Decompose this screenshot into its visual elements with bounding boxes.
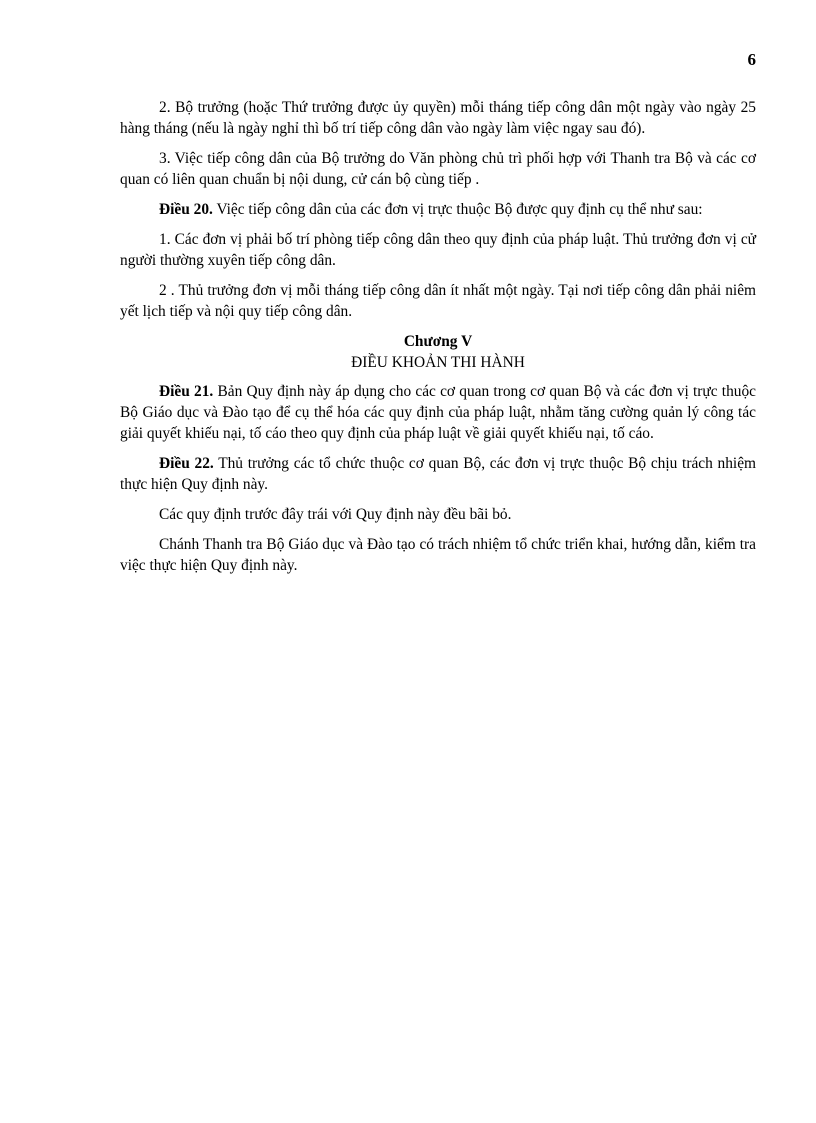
page-number: 6 [747, 50, 756, 69]
article-22-label: Điều 22. [159, 455, 214, 472]
paragraph-minister-schedule: 2. Bộ trưởng (hoặc Thứ trưởng được ủy quyền) mỗi tháng tiếp công dân một ngày vào ngày 25 hàng tháng (nếu là ngày nghỉ thì bố trí tiếp công dân vào ngày làm việc ngay sau đó). [120, 99, 756, 137]
article-21 [120, 381, 756, 444]
chapter-number: Chương V [403, 333, 473, 350]
paragraph-minister-preparation: 3. Việc tiếp công dân của Bộ trưởng do Văn phòng chủ trì phối hợp với Thanh tra Bộ và các cơ quan có liên quan chuẩn bị nội dung, cử cán bộ cùng tiếp . [120, 150, 756, 188]
article-20-item-1: 1. Các đơn vị phải bố trí phòng tiếp công dân theo quy định của pháp luật. Thủ trưởng đơn vị cử người thường xuyên tiếp công dân. [120, 231, 756, 269]
article-20-item-2: 2 . Thủ trưởng đơn vị mỗi tháng tiếp công dân ít nhất một ngày. Tại nơi tiếp công dân phải niêm yết lịch tiếp và nội quy tiếp công dân. [120, 282, 756, 320]
document-body [120, 97, 756, 585]
article-22-repeal: Các quy định trước đây trái với Quy định này đều bãi bỏ. [159, 506, 512, 523]
article-22-inspection: Chánh Thanh tra Bộ Giáo dục và Đào tạo có trách nhiệm tổ chức triển khai, hướng dẫn, kiểm tra việc thực hiện Quy định này. [120, 536, 756, 574]
article-21-label: Điều 21. [159, 383, 214, 400]
article-22 [120, 453, 756, 495]
chapter-title: ĐIỀU KHOẢN THI HÀNH [351, 354, 525, 371]
article-22-text: Thủ trưởng các tổ chức thuộc cơ quan Bộ, các đơn vị trực thuộc Bộ chịu trách nhiệm thực hiện Quy định này. [120, 455, 756, 493]
article-20-text: Việc tiếp công dân của các đơn vị trực thuộc Bộ được quy định cụ thể như sau: [212, 201, 703, 218]
article-20 [120, 199, 756, 220]
article-20-label: Điều 20. [159, 201, 213, 218]
article-21-text: Bản Quy định này áp dụng cho các cơ quan trong cơ quan Bộ và các đơn vị trực thuộc Bộ Giáo dục và Đào tạo để cụ thể hóa các quy định của pháp luật, nhằm tăng cường quản lý công tác giải quyết khiếu nại, tố cáo theo quy định của pháp luật về giải quyết khiếu nại, tố cáo. [120, 383, 756, 442]
